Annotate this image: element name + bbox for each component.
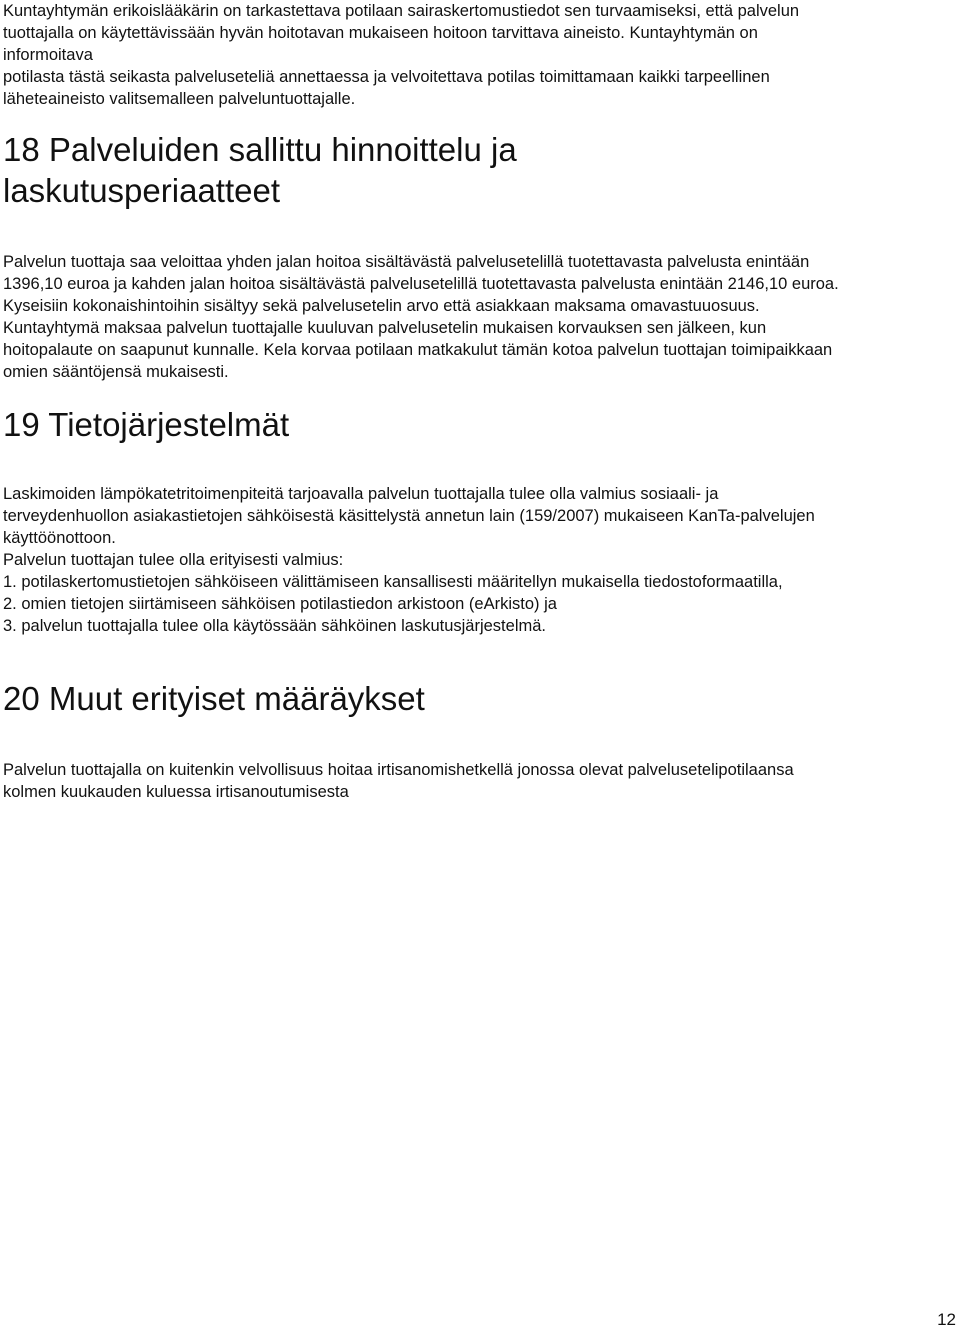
text-line: potilasta tästä seikasta palveluseteliä annettaessa ja velvoitettava potilas toimittamaan kaikki tarpeellinen xyxy=(3,68,770,86)
text-line: Kuntayhtymän erikoislääkärin on tarkastettava potilaan sairaskertomustiedot sen turvaamiseksi, että palvelun xyxy=(3,2,800,20)
text-line: Palvelun tuottajan tulee olla erityisesti valmius: xyxy=(3,551,344,569)
text-line: omien sääntöjensä mukaisesti. xyxy=(3,363,229,381)
text-line: Laskimoiden lämpökatetritoimenpiteitä tarjoavalla palvelun tuottajalla tulee olla valmius sosiaali- ja xyxy=(3,485,719,503)
text-line: informoitava xyxy=(3,46,93,64)
list-item: 2. omien tietojen siirtämiseen sähköisen potilastiedon arkistoon (eArkisto) ja xyxy=(3,595,557,613)
text-line: Palvelun tuottaja saa veloittaa yhden jalan hoitoa sisältävästä palvelusetelillä tuotettavasta palvelusta enintään xyxy=(3,253,810,271)
section-20-heading: 20 Muut erityiset määräykset xyxy=(3,680,425,717)
section-18-paragraph xyxy=(3,251,839,383)
section-18-heading: 18 Palveluiden sallittu hinnoittelu ja laskutusperiaatteet xyxy=(3,131,517,209)
page-number: 12 xyxy=(937,1310,956,1329)
text-line: kolmen kuukauden kuluessa irtisanoutumisesta xyxy=(3,783,349,801)
list-item: 1. potilaskertomustietojen sähköiseen välittämiseen kansallisesti määritellyn mukaisella tiedostoformaatilla, xyxy=(3,573,783,591)
section-19-paragraph xyxy=(3,483,815,637)
text-line: tuottajalla on käytettävissään hyvän hoitotavan mukaiseen hoitoon tarvittava aineisto. Kuntayhtymän on xyxy=(3,24,758,42)
text-line: 1396,10 euroa ja kahden jalan hoitoa sisältävästä palvelusetelillä tuotettavasta palvelusta enintään 2146,10 euroa. xyxy=(3,275,839,293)
text-line: Kuntayhtymä maksaa palvelun tuottajalle kuuluvan palvelusetelin mukaisen korvauksen sen jälkeen, kun xyxy=(3,319,767,337)
text-line: terveydenhuollon asiakastietojen sähköisestä käsittelystä annetun lain (159/2007) mukaiseen KanTa-palvelujen xyxy=(3,507,815,525)
text-line: hoitopalaute on saapunut kunnalle. Kela korvaa potilaan matkakulut tämän kotoa palvelun tuottajan toimipaikkaan xyxy=(3,341,833,359)
text-line: Kyseisiin kokonaishintoihin sisältyy sekä palvelusetelin arvo että asiakkaan maksama omavastuuosuus. xyxy=(3,297,760,315)
intro-paragraph xyxy=(3,0,799,110)
list-item: 3. palvelun tuottajalla tulee olla käytössään sähköinen laskutusjärjestelmä. xyxy=(3,617,546,635)
text-line: läheteaineisto valitsemalleen palveluntuottajalle. xyxy=(3,90,356,108)
text-line: käyttöönottoon. xyxy=(3,529,116,547)
section-19-heading: 19 Tietojärjestelmät xyxy=(3,406,290,443)
section-20-paragraph xyxy=(3,759,794,803)
text-line: Palvelun tuottajalla on kuitenkin velvollisuus hoitaa irtisanomishetkellä jonossa olevat palvelusetelipotilaansa xyxy=(3,761,794,779)
